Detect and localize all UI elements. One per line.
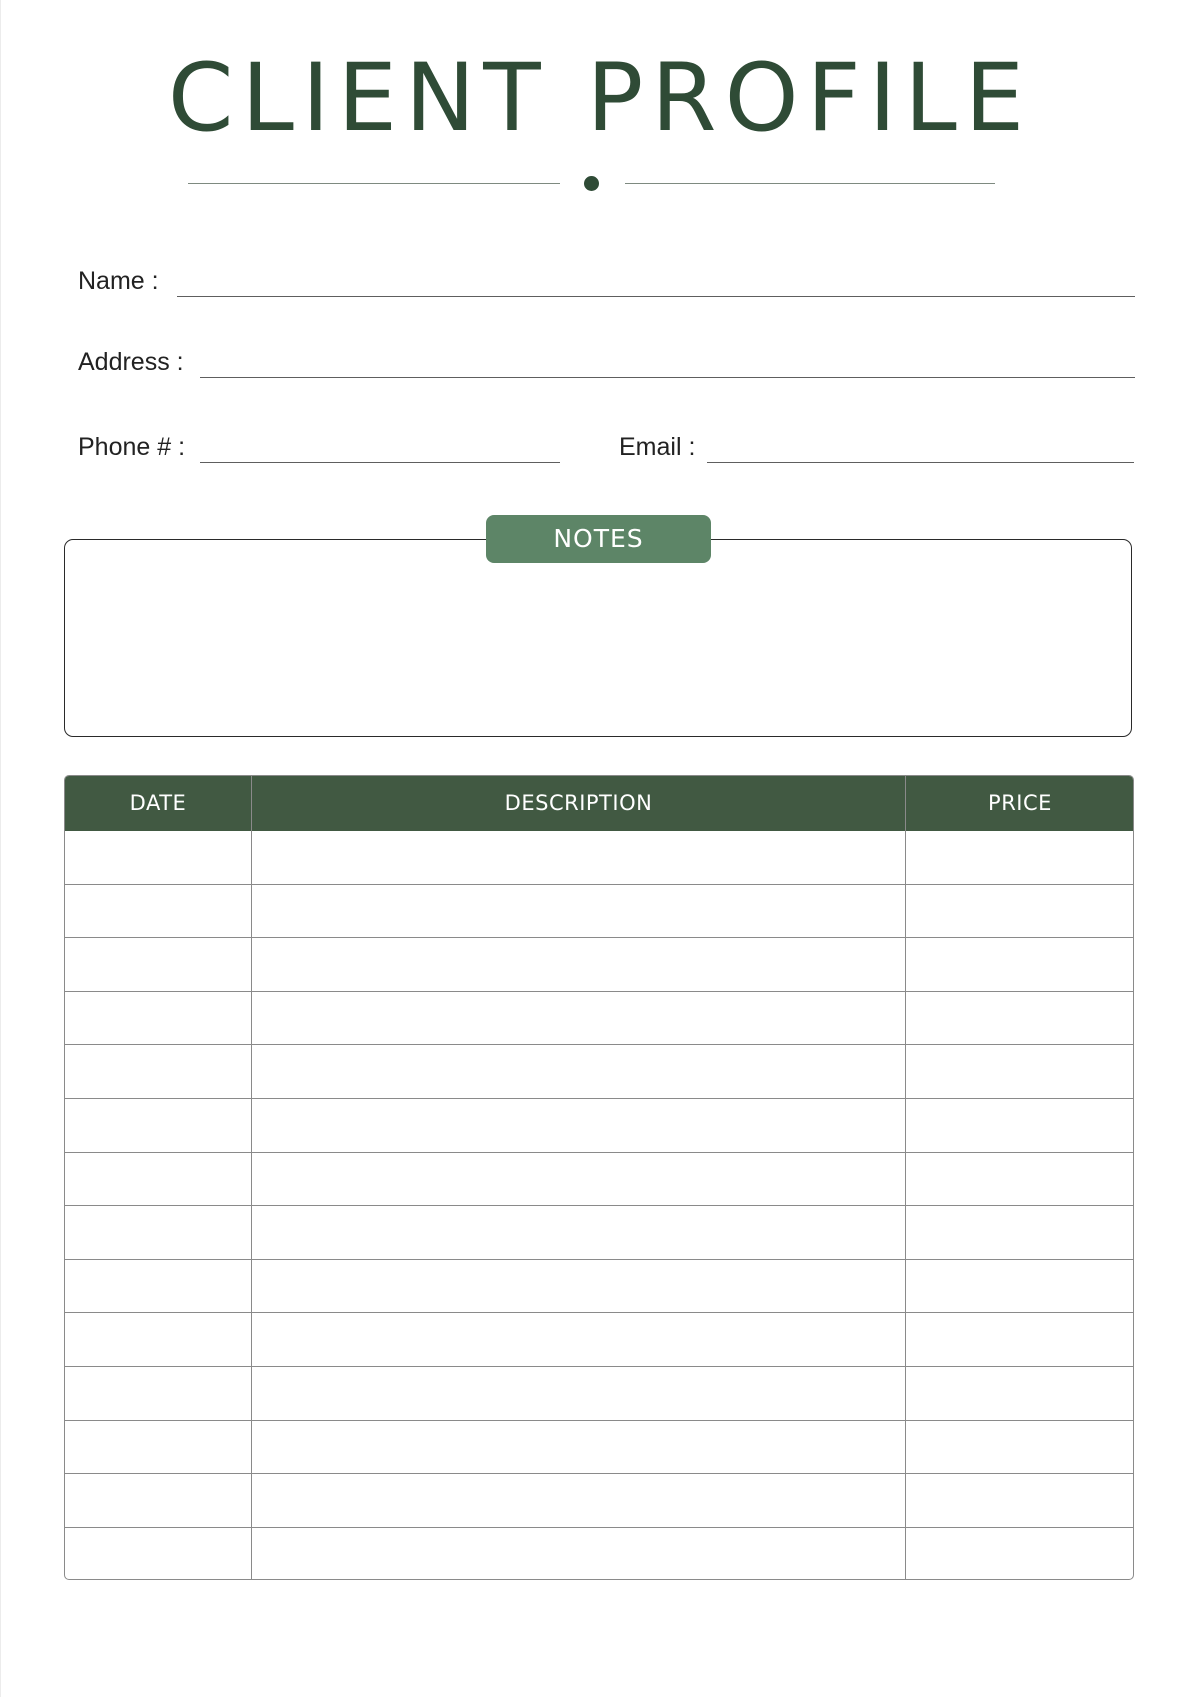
date-cell[interactable] xyxy=(65,1474,251,1527)
price-cell[interactable] xyxy=(906,1206,1134,1259)
description-cell[interactable] xyxy=(252,938,905,991)
table-row xyxy=(65,1421,1133,1475)
date-cell[interactable] xyxy=(65,1313,251,1366)
price-cell[interactable] xyxy=(906,1260,1134,1313)
description-cell[interactable] xyxy=(252,1045,905,1098)
page-title: CLIENT PROFILE xyxy=(167,44,1033,153)
name-label: Name : xyxy=(78,267,159,295)
name-field[interactable] xyxy=(177,296,1135,297)
date-cell[interactable] xyxy=(65,1528,251,1580)
price-cell[interactable] xyxy=(906,1367,1134,1420)
price-cell[interactable] xyxy=(906,831,1134,884)
price-cell[interactable] xyxy=(906,1474,1134,1527)
title-divider-right xyxy=(625,183,995,184)
column-header-description: DESCRIPTION xyxy=(504,791,653,815)
date-cell[interactable] xyxy=(65,885,251,938)
description-cell[interactable] xyxy=(252,992,905,1045)
table-row xyxy=(65,1206,1133,1260)
table-row xyxy=(65,938,1133,992)
table-row xyxy=(65,1099,1133,1153)
table-row xyxy=(65,1367,1133,1421)
table-row xyxy=(65,1045,1133,1099)
price-cell[interactable] xyxy=(906,938,1134,991)
date-cell[interactable] xyxy=(65,1367,251,1420)
title-divider-left xyxy=(188,183,560,184)
price-cell[interactable] xyxy=(906,1421,1134,1474)
price-cell[interactable] xyxy=(906,885,1134,938)
table-row xyxy=(65,885,1133,939)
table-row xyxy=(65,1474,1133,1528)
description-cell[interactable] xyxy=(252,1367,905,1420)
description-cell[interactable] xyxy=(252,1260,905,1313)
date-cell[interactable] xyxy=(65,831,251,884)
date-cell[interactable] xyxy=(65,938,251,991)
column-divider-description xyxy=(905,776,906,1579)
column-header-price: PRICE xyxy=(988,791,1052,815)
date-cell[interactable] xyxy=(65,1045,251,1098)
description-cell[interactable] xyxy=(252,831,905,884)
description-cell[interactable] xyxy=(252,1474,905,1527)
description-cell[interactable] xyxy=(252,1313,905,1366)
address-label: Address : xyxy=(78,348,184,376)
column-divider-date xyxy=(251,776,252,1579)
description-cell[interactable] xyxy=(252,885,905,938)
price-cell[interactable] xyxy=(906,1045,1134,1098)
column-header-date: DATE xyxy=(129,791,187,815)
entries-table xyxy=(64,775,1134,1580)
date-cell[interactable] xyxy=(65,1206,251,1259)
email-field[interactable] xyxy=(707,462,1134,463)
date-cell[interactable] xyxy=(65,1153,251,1206)
phone-field[interactable] xyxy=(200,462,560,463)
description-cell[interactable] xyxy=(252,1206,905,1259)
price-cell[interactable] xyxy=(906,992,1134,1045)
table-row xyxy=(65,1260,1133,1314)
date-cell[interactable] xyxy=(65,1260,251,1313)
table-body xyxy=(65,831,1133,1579)
table-row xyxy=(65,1313,1133,1367)
table-row xyxy=(65,831,1133,885)
date-cell[interactable] xyxy=(65,992,251,1045)
table-row xyxy=(65,992,1133,1046)
description-cell[interactable] xyxy=(252,1421,905,1474)
table-header xyxy=(65,776,1133,831)
price-cell[interactable] xyxy=(906,1528,1134,1580)
email-label: Email : xyxy=(619,433,696,461)
price-cell[interactable] xyxy=(906,1099,1134,1152)
table-row xyxy=(65,1153,1133,1207)
description-cell[interactable] xyxy=(252,1153,905,1206)
address-field[interactable] xyxy=(200,377,1135,378)
date-cell[interactable] xyxy=(65,1099,251,1152)
title-divider-dot xyxy=(584,176,599,191)
description-cell[interactable] xyxy=(252,1099,905,1152)
description-cell[interactable] xyxy=(252,1528,905,1580)
price-cell[interactable] xyxy=(906,1313,1134,1366)
table-row xyxy=(65,1528,1133,1580)
phone-label: Phone # : xyxy=(78,433,186,461)
notes-label: NOTES xyxy=(486,515,711,563)
date-cell[interactable] xyxy=(65,1421,251,1474)
price-cell[interactable] xyxy=(906,1153,1134,1206)
notes-area[interactable] xyxy=(64,539,1132,737)
